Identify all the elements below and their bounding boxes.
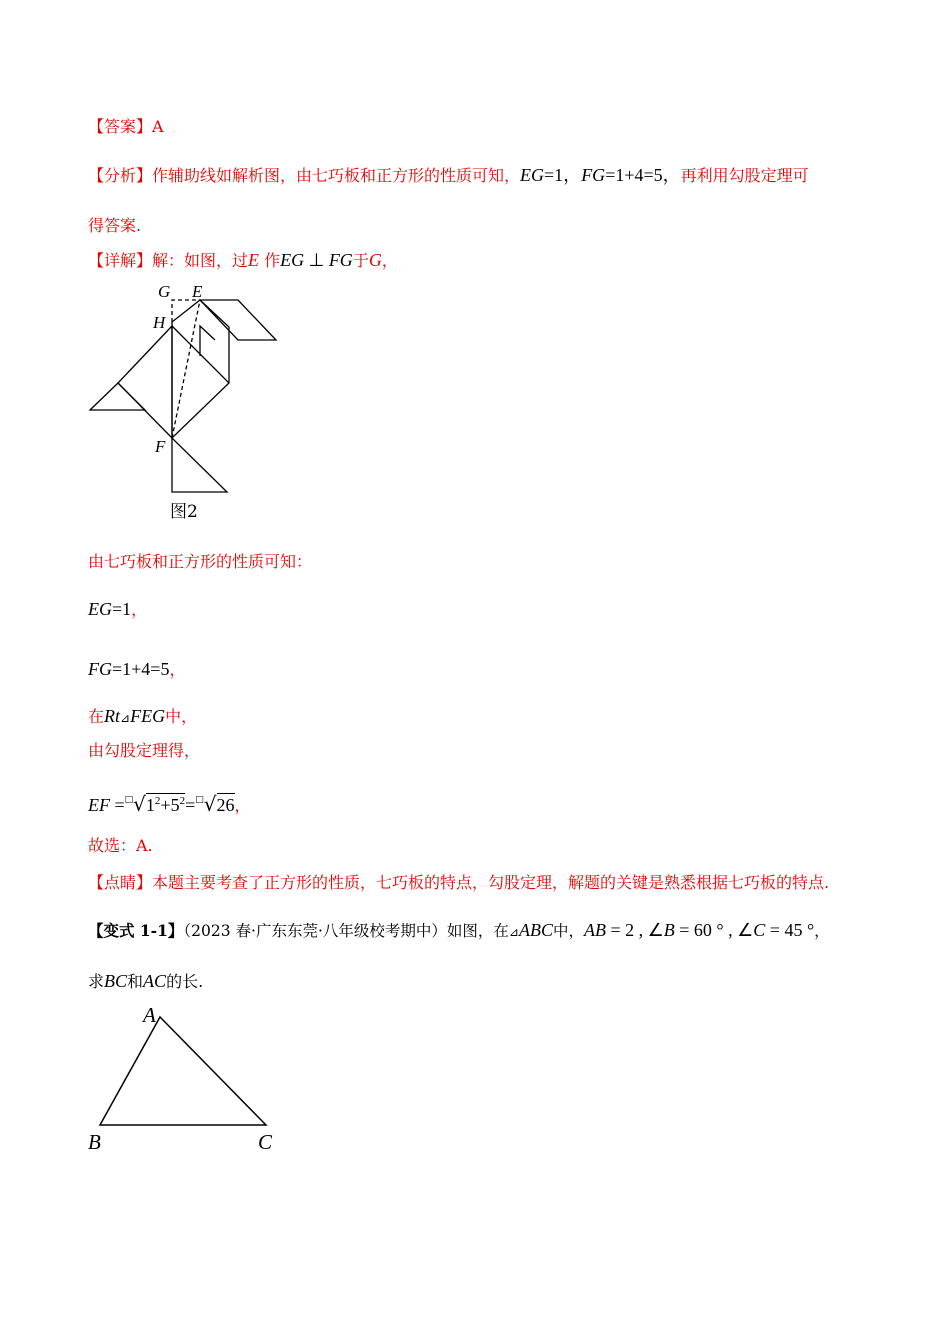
radical-icon: √	[133, 792, 146, 816]
step-1	[88, 551, 312, 573]
step-1-text: 由七巧板和正方形的性质可知：	[88, 552, 313, 571]
variant-text-3: ，	[814, 922, 830, 940]
radicand-1-base: 1	[145, 795, 155, 815]
detail-perp: ⊥	[304, 250, 329, 270]
variant-line-2	[88, 970, 203, 993]
step-fg-value: =1+4=5	[112, 659, 170, 679]
tangram-figure	[80, 278, 300, 528]
step-ef-comma: ，	[234, 796, 251, 815]
variant-b: B	[663, 920, 675, 940]
radicand-1-exp-1: 2	[154, 795, 161, 807]
step-fg-comma: ，	[169, 660, 186, 679]
triangle-symbol: ⊿	[120, 711, 131, 725]
variant-triangle-symbol: ⊿	[508, 925, 519, 939]
variant-source: （2023 春·广东东莞·八年级校考期中）	[183, 922, 447, 940]
step-fg	[88, 658, 185, 681]
detail-text-2: 作	[259, 251, 281, 270]
label-g: G	[158, 282, 171, 301]
tangram-foot-triangle	[172, 438, 227, 492]
analysis-fg: FG	[581, 165, 606, 185]
figure-caption: 图2	[170, 502, 198, 522]
tangram-dashed-ef	[172, 300, 200, 438]
analysis-text-1: 作辅助线如解析图，由七巧板和正方形的性质可知，	[152, 166, 521, 185]
step-ef	[88, 789, 251, 817]
tangram-inner-square	[200, 326, 215, 356]
radicand-1	[146, 793, 185, 815]
angle-c-symbol: ∠	[737, 920, 754, 940]
variant-text-2: 中，	[552, 922, 584, 940]
answer-value: A	[152, 117, 164, 136]
detail-g: G	[368, 250, 382, 270]
step-pythag-text: 由勾股定理得，	[88, 741, 201, 760]
step-rt: Rt	[104, 706, 121, 726]
label-f: F	[155, 437, 166, 456]
detail-eg: EG	[280, 250, 305, 270]
label-e: E	[192, 282, 203, 301]
step-rt	[88, 705, 197, 729]
label-h: H	[153, 313, 166, 332]
analysis-eg: EG	[520, 165, 545, 185]
analysis-line-1	[88, 164, 809, 187]
analysis-tag: 【分析】	[88, 166, 153, 185]
comment-tag: 【点睛】	[88, 873, 153, 892]
variant-abc: ABC	[518, 920, 553, 940]
analysis-text-2: 再利用勾股定理可	[680, 166, 809, 185]
comment-line	[88, 872, 829, 894]
variant-q-mid: 和	[127, 972, 144, 991]
step-ef-label: EF	[88, 795, 110, 815]
root-index-2: □	[195, 795, 204, 805]
step-choose	[88, 835, 153, 857]
analysis-line-2	[88, 215, 141, 237]
tangram-wing-triangle	[118, 326, 172, 438]
tangram-head-parallelogram	[200, 300, 276, 340]
variant-ac: AC	[143, 971, 167, 991]
detail-text-3: 于	[352, 251, 369, 270]
comment-text: 本题主要考查了正方形的性质，七巧板的特点，勾股定理，解题的关键是熟悉根据七巧板的特点.	[152, 873, 830, 892]
variant-c-value: = 45 °	[765, 920, 815, 940]
variant-q-post: 的长.	[166, 972, 204, 991]
step-eg-comma: ，	[131, 600, 148, 619]
angle-b-symbol: ∠	[647, 920, 664, 940]
tangram-tail-triangle	[90, 383, 145, 410]
triangle-abc-figure	[80, 998, 290, 1158]
variant-bc: BC	[104, 971, 128, 991]
step-eg-value: =1	[112, 599, 132, 619]
step-fg-label: FG	[88, 659, 112, 679]
variant-b-value: = 60 ° ,	[674, 920, 738, 940]
analysis-eq-2: =1+4=5，	[605, 165, 681, 185]
step-rt-pre: 在	[88, 707, 105, 726]
detail-text-1: 解：如图，过	[152, 251, 249, 270]
radicand-1-plus: +5	[160, 795, 180, 815]
label-c: C	[258, 1130, 273, 1154]
radicand-1-exp-2: 2	[179, 795, 186, 807]
radical-icon-2: √	[203, 792, 217, 816]
step-eg-label: EG	[88, 599, 112, 619]
step-choose-text: 故选：A.	[88, 836, 153, 855]
variant-text-1: 如图，在	[446, 922, 509, 940]
variant-line-1	[88, 919, 830, 943]
step-pythag	[88, 740, 200, 762]
answer-line	[88, 116, 164, 138]
step-ef-eq-2: =	[185, 795, 196, 815]
step-ef-eq: =	[110, 795, 125, 815]
analysis-text-3: 得答案.	[88, 216, 142, 235]
label-b: B	[88, 1130, 101, 1154]
variant-q-pre: 求	[88, 972, 105, 991]
detail-text-4: ，	[381, 251, 398, 270]
variant-ab-value: = 2 ,	[605, 920, 648, 940]
label-a: A	[143, 1003, 156, 1027]
detail-fg: FG	[328, 250, 353, 270]
variant-c: C	[753, 920, 766, 940]
analysis-eq-1: =1，	[544, 165, 582, 185]
step-feg: FEG	[130, 706, 166, 726]
variant-tag: 【变式 1-1】	[88, 921, 184, 940]
variant-ab: AB	[583, 920, 606, 940]
root-index-1: □	[124, 795, 134, 805]
radicand-2: 26	[216, 795, 235, 815]
detail-e: E	[248, 250, 260, 270]
step-rt-post: 中，	[165, 707, 198, 726]
triangle-abc	[100, 1017, 266, 1125]
answer-tag: 【答案】	[88, 117, 153, 136]
detail-tag: 【详解】	[88, 251, 153, 270]
step-eg	[88, 598, 147, 621]
detail-line	[88, 249, 398, 272]
